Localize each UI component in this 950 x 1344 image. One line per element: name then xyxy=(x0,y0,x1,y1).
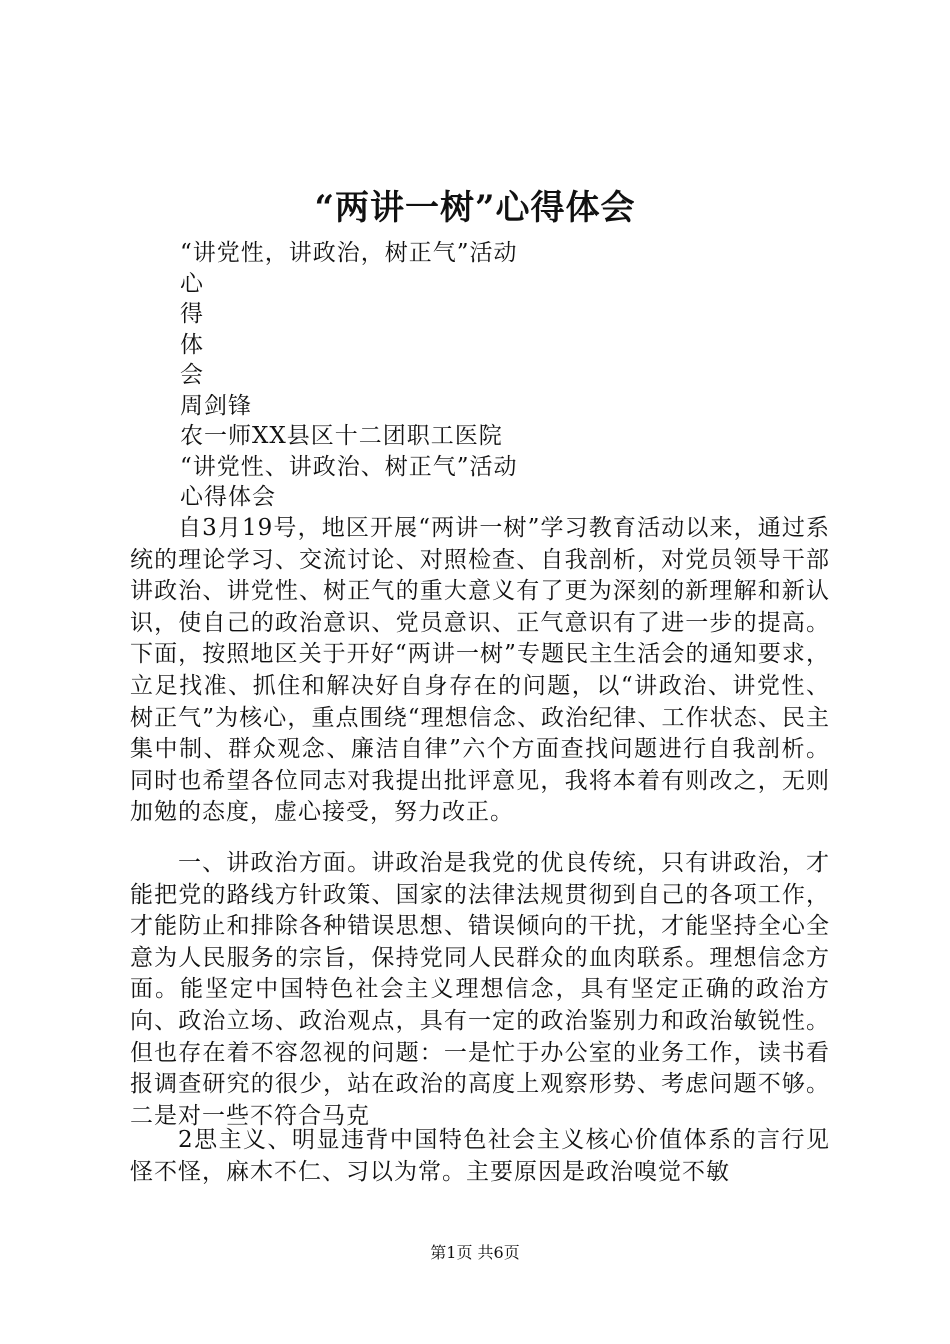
activity-subtitle-line: 心得体会 xyxy=(180,484,276,510)
vertical-char-line: 体 xyxy=(180,332,204,358)
page-footer: 第1页 共6页 xyxy=(430,1243,520,1262)
body-paragraph-intro: 自3月19号，地区开展“两讲一树”学习教育活动以来，通过系统的理论学习、交流讨论、对照检查、自我剖析，对党员领导干部讲政治、讲党性、树正气的重大意义有了更为深刻的新理解和新认识，使自己的政治意识、党员意识、正气意识有了进一步的提高。下面，按照地区关于开好“两讲一树”专题民主生活会的通知要求，立足找准、抓住和解决好自身存在的问题，以“讲政治、讲党性、树正气”为核心，重点围绕“理想信念、政治纪律、工作状态、民主集中制、群众观念、廉洁自律”六个方面查找问题进行自我剖析。同时也希望各位同志对我提出批评意见，我将本着有则改之，无则加勉的态度，虚心接受，努力改正。 xyxy=(130,515,830,826)
author-affiliation: 农一师XX县区十二团职工医院 xyxy=(180,423,503,449)
body-paragraph-politics: 一、讲政治方面。讲政治是我党的优良传统，只有讲政治，才能把党的路线方针政策、国家的法律法规贯彻到自己的各项工作，才能防止和排除各种错误思想、错误倾向的干扰，才能坚持全心全意为人民服务的宗旨，保持党同人民群众的血肉联系。理想信念方面。能坚定中国特色社会主义理想信念，具有坚定正确的政治方向、政治立场、政治观点，具有一定的政治鉴别力和政治敏锐性。但也存在着不容忽视的问题：一是忙于办公室的业务工作，读书看报调查研究的很少，站在政治的高度上观察形势、考虑问题不够。二是对一些不符合马克 xyxy=(130,850,830,1129)
author-name: 周剑锋 xyxy=(180,393,252,419)
document-title: “两讲一树”心得体会 xyxy=(314,188,636,228)
activity-title-line: “讲党性、讲政治、树正气”活动 xyxy=(180,454,518,480)
body-paragraph-continued: 2思主义、明显违背中国特色社会主义核心价值体系的言行见怪不怪，麻木不仁、习以为常。主要原因是政治嗅觉不敏 xyxy=(130,1127,830,1185)
vertical-char-line: 心 xyxy=(180,271,204,297)
subtitle-line: “讲党性，讲政治，树正气”活动 xyxy=(180,240,518,266)
vertical-char-line: 得 xyxy=(180,301,204,327)
vertical-char-line: 会 xyxy=(180,362,204,388)
